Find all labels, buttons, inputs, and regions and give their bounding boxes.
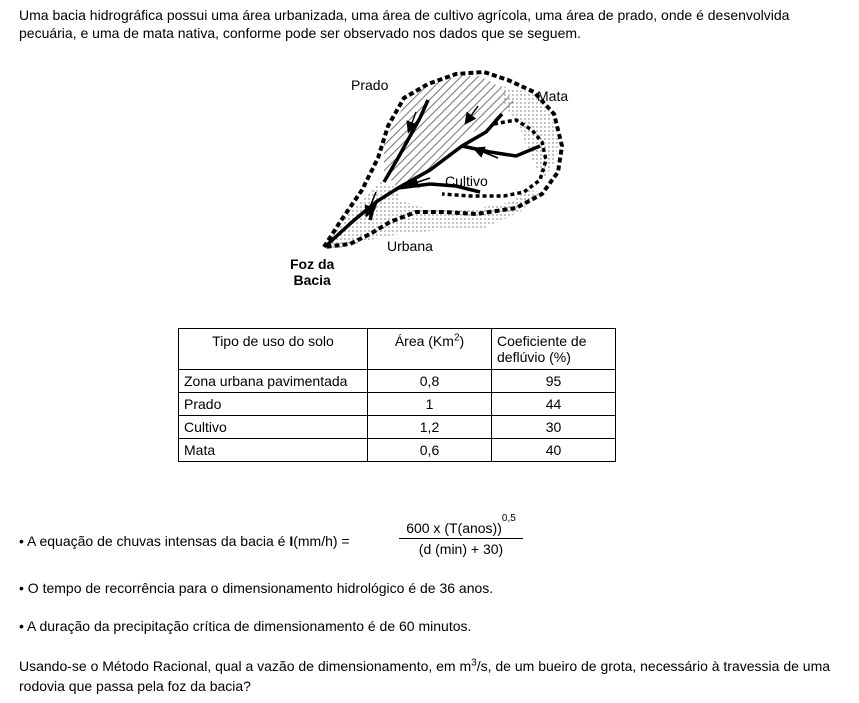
equation-fraction: [399, 513, 523, 557]
question-text: Usando-se o Método Racional, qual a vazão de dimensionamento, em $m^3/s$, de um bueiro de grota, necessário à travessia de uma rodovia que passa pela foz da bacia?: [19, 657, 831, 694]
label-foz-da-bacia: [290, 256, 334, 288]
table-row: [179, 416, 616, 439]
equation-symbol: I: [289, 533, 294, 549]
equation-lead: • A equação de chuvas intensas da bacia é I(mm/h) =: [19, 533, 350, 549]
equation-lhs: (mm/h) =: [293, 533, 350, 549]
rainfall-equation: [19, 513, 539, 564]
label-urbana: Urbana: [387, 238, 433, 254]
urbana-area: [324, 182, 542, 248]
table-header-row: [179, 329, 616, 370]
equation-exponent: 0,5: [501, 513, 516, 525]
label-foz-line2: Bacia: [293, 272, 331, 288]
label-mata: Mata: [537, 88, 569, 104]
cell-tipo: Mata: [179, 439, 368, 462]
bullet-recurrence: • O tempo de recorrência para o dimensionamento hidrológico é de 36 anos.: [19, 580, 494, 596]
cell-coef: 44: [492, 393, 616, 416]
cell-tipo: Cultivo: [179, 416, 368, 439]
table-row: [179, 393, 616, 416]
prado-area: [384, 76, 516, 188]
label-prado: Prado: [351, 77, 389, 93]
cell-tipo: Prado: [179, 393, 368, 416]
cell-coef: 40: [492, 439, 616, 462]
header-tipo: Tipo de uso do solo: [179, 329, 368, 370]
equation-denominator: (d (min) + 30): [418, 541, 504, 557]
label-foz-line1: Foz da: [290, 256, 335, 272]
label-cultivo: Cultivo: [445, 173, 488, 189]
bullet-duration: • A duração da precipitação crítica de dimensionamento é de 60 minutos.: [19, 618, 472, 634]
equation-numerator: 600 x (T(anos))$^{0,5}$: [399, 520, 523, 539]
cell-area: 0,6: [368, 439, 492, 462]
table-row: [179, 370, 616, 393]
header-area: Área (Km$^2$): [368, 329, 492, 370]
intro-text: Uma bacia hidrográfica possui uma área urbanizada, uma área de cultivo agrícola, uma área de prado, onde é desenvolvida pecuária, e uma de mata nativa, conforme pode ser observado nos dados que se seguem.: [19, 7, 790, 41]
watershed-diagram: [280, 62, 610, 290]
cell-area: 1: [368, 393, 492, 416]
cell-area: 1,2: [368, 416, 492, 439]
header-coef: Coeficiente de deflúvio (%): [492, 329, 616, 370]
cell-coef: 95: [492, 370, 616, 393]
cell-coef: 30: [492, 416, 616, 439]
soil-use-table: [178, 328, 616, 462]
cell-area: 0,8: [368, 370, 492, 393]
table-row: [179, 439, 616, 462]
cell-tipo: Zona urbana pavimentada: [179, 370, 368, 393]
